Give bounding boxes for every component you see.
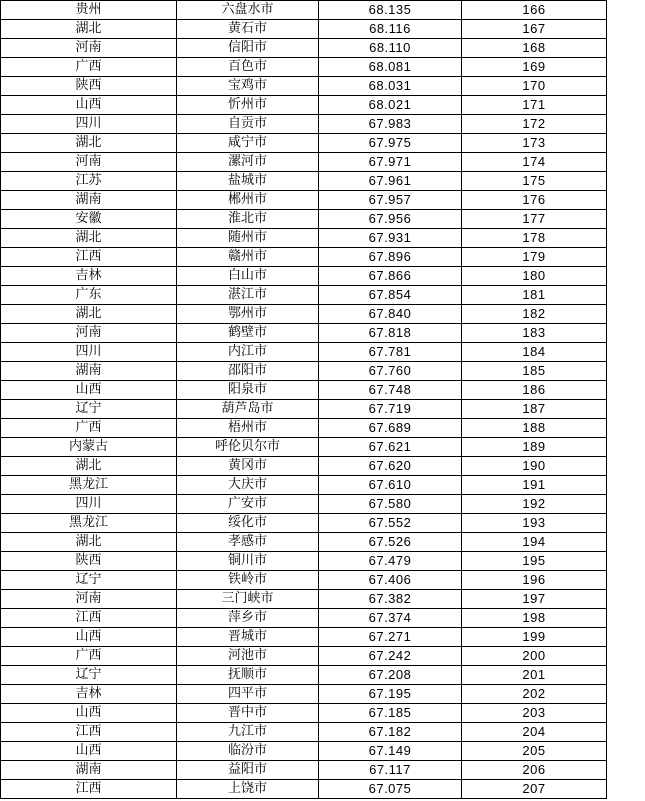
city-cell: 邵阳市 [177,362,319,381]
table-row [1,419,607,438]
province-cell: 江西 [1,609,177,628]
table-row [1,761,607,780]
province-cell: 广西 [1,647,177,666]
rank-cell: 199 [462,628,607,647]
table-row [1,362,607,381]
score-cell: 67.620 [319,457,462,476]
table-row [1,400,607,419]
score-cell: 67.271 [319,628,462,647]
score-cell: 67.552 [319,514,462,533]
score-cell: 67.957 [319,191,462,210]
table-row [1,514,607,533]
city-cell: 郴州市 [177,191,319,210]
city-cell: 自贡市 [177,115,319,134]
rank-cell: 203 [462,704,607,723]
city-cell: 晋城市 [177,628,319,647]
rank-cell: 191 [462,476,607,495]
table-row [1,172,607,191]
city-cell: 咸宁市 [177,134,319,153]
score-cell: 67.983 [319,115,462,134]
score-cell: 67.610 [319,476,462,495]
province-cell: 湖北 [1,457,177,476]
city-cell: 淮北市 [177,210,319,229]
rank-cell: 198 [462,609,607,628]
rank-cell: 205 [462,742,607,761]
score-cell: 67.182 [319,723,462,742]
table-row [1,571,607,590]
rank-cell: 206 [462,761,607,780]
province-cell: 黑龙江 [1,476,177,495]
province-cell: 湖北 [1,229,177,248]
city-cell: 广安市 [177,495,319,514]
table-row [1,742,607,761]
table-row [1,609,607,628]
province-cell: 河南 [1,590,177,609]
table-row [1,457,607,476]
rank-cell: 171 [462,96,607,115]
rank-cell: 194 [462,533,607,552]
table-row [1,115,607,134]
city-cell: 忻州市 [177,96,319,115]
province-cell: 湖北 [1,305,177,324]
rank-cell: 166 [462,1,607,20]
table-row [1,324,607,343]
city-cell: 九江市 [177,723,319,742]
table-row [1,134,607,153]
rank-cell: 182 [462,305,607,324]
rank-cell: 202 [462,685,607,704]
province-cell: 湖南 [1,191,177,210]
city-cell: 抚顺市 [177,666,319,685]
score-cell: 68.116 [319,20,462,39]
city-cell: 河池市 [177,647,319,666]
city-cell: 六盘水市 [177,1,319,20]
city-cell: 三门峡市 [177,590,319,609]
province-cell: 山西 [1,96,177,115]
rank-cell: 197 [462,590,607,609]
province-cell: 山西 [1,628,177,647]
table-row [1,590,607,609]
city-cell: 四平市 [177,685,319,704]
city-cell: 铜川市 [177,552,319,571]
rank-cell: 201 [462,666,607,685]
city-cell: 葫芦岛市 [177,400,319,419]
province-cell: 江西 [1,780,177,799]
city-cell: 孝感市 [177,533,319,552]
table-row [1,248,607,267]
rank-cell: 187 [462,400,607,419]
city-cell: 绥化市 [177,514,319,533]
province-cell: 河南 [1,324,177,343]
rank-cell: 175 [462,172,607,191]
rank-cell: 169 [462,58,607,77]
city-cell: 阳泉市 [177,381,319,400]
rank-cell: 174 [462,153,607,172]
table-row [1,704,607,723]
score-cell: 68.135 [319,1,462,20]
score-cell: 67.117 [319,761,462,780]
score-cell: 67.242 [319,647,462,666]
ranking-table-body [1,1,607,799]
city-cell: 铁岭市 [177,571,319,590]
rank-cell: 180 [462,267,607,286]
province-cell: 湖南 [1,362,177,381]
rank-cell: 190 [462,457,607,476]
rank-cell: 167 [462,20,607,39]
city-cell: 内江市 [177,343,319,362]
rank-cell: 168 [462,39,607,58]
table-row [1,533,607,552]
score-cell: 67.760 [319,362,462,381]
table-row [1,628,607,647]
rank-cell: 188 [462,419,607,438]
rank-cell: 185 [462,362,607,381]
score-cell: 67.580 [319,495,462,514]
table-row [1,647,607,666]
score-cell: 67.382 [319,590,462,609]
city-cell: 上饶市 [177,780,319,799]
table-row [1,381,607,400]
score-cell: 67.956 [319,210,462,229]
province-cell: 湖北 [1,134,177,153]
rank-cell: 179 [462,248,607,267]
rank-cell: 186 [462,381,607,400]
score-cell: 67.689 [319,419,462,438]
city-cell: 呼伦贝尔市 [177,438,319,457]
score-cell: 68.081 [319,58,462,77]
city-cell: 梧州市 [177,419,319,438]
province-cell: 山西 [1,704,177,723]
rank-cell: 189 [462,438,607,457]
city-cell: 白山市 [177,267,319,286]
score-cell: 67.374 [319,609,462,628]
score-cell: 67.075 [319,780,462,799]
province-cell: 安徽 [1,210,177,229]
score-cell: 67.840 [319,305,462,324]
province-cell: 江苏 [1,172,177,191]
rank-cell: 170 [462,77,607,96]
rank-cell: 184 [462,343,607,362]
rank-cell: 192 [462,495,607,514]
province-cell: 广西 [1,58,177,77]
table-row [1,495,607,514]
score-cell: 67.406 [319,571,462,590]
rank-cell: 181 [462,286,607,305]
score-cell: 67.479 [319,552,462,571]
province-cell: 陕西 [1,77,177,96]
province-cell: 陕西 [1,552,177,571]
score-cell: 67.621 [319,438,462,457]
rank-cell: 200 [462,647,607,666]
score-cell: 67.781 [319,343,462,362]
rank-cell: 183 [462,324,607,343]
province-cell: 广东 [1,286,177,305]
province-cell: 湖南 [1,761,177,780]
province-cell: 河南 [1,153,177,172]
rank-cell: 207 [462,780,607,799]
province-cell: 四川 [1,495,177,514]
province-cell: 山西 [1,381,177,400]
table-row [1,343,607,362]
rank-cell: 193 [462,514,607,533]
table-row [1,20,607,39]
table-row [1,286,607,305]
score-cell: 67.149 [319,742,462,761]
table-row [1,476,607,495]
province-cell: 四川 [1,343,177,362]
table-row [1,210,607,229]
city-cell: 鄂州市 [177,305,319,324]
rank-cell: 204 [462,723,607,742]
city-cell: 鹤壁市 [177,324,319,343]
rank-cell: 172 [462,115,607,134]
city-cell: 漯河市 [177,153,319,172]
rank-cell: 176 [462,191,607,210]
province-cell: 江西 [1,723,177,742]
score-cell: 67.971 [319,153,462,172]
rank-cell: 177 [462,210,607,229]
province-cell: 辽宁 [1,571,177,590]
score-cell: 67.719 [319,400,462,419]
table-row [1,267,607,286]
province-cell: 吉林 [1,685,177,704]
score-cell: 67.208 [319,666,462,685]
table-row [1,77,607,96]
city-cell: 益阳市 [177,761,319,780]
city-cell: 晋中市 [177,704,319,723]
rank-cell: 178 [462,229,607,248]
table-row [1,58,607,77]
table-row [1,780,607,799]
province-cell: 辽宁 [1,666,177,685]
province-cell: 山西 [1,742,177,761]
province-cell: 内蒙古 [1,438,177,457]
table-row [1,723,607,742]
province-cell: 广西 [1,419,177,438]
score-cell: 67.961 [319,172,462,191]
score-cell: 67.185 [319,704,462,723]
rank-cell: 195 [462,552,607,571]
score-cell: 68.031 [319,77,462,96]
city-cell: 临汾市 [177,742,319,761]
province-cell: 辽宁 [1,400,177,419]
city-cell: 湛江市 [177,286,319,305]
table-row [1,552,607,571]
table-row [1,438,607,457]
score-cell: 67.866 [319,267,462,286]
table-row [1,1,607,20]
province-cell: 四川 [1,115,177,134]
score-cell: 67.748 [319,381,462,400]
table-row [1,153,607,172]
rank-cell: 173 [462,134,607,153]
province-cell: 贵州 [1,1,177,20]
city-cell: 信阳市 [177,39,319,58]
table-row [1,191,607,210]
table-row [1,96,607,115]
table-row [1,39,607,58]
province-cell: 黑龙江 [1,514,177,533]
city-cell: 随州市 [177,229,319,248]
table-row [1,666,607,685]
score-cell: 67.854 [319,286,462,305]
table-row [1,685,607,704]
table-row [1,229,607,248]
score-cell: 67.931 [319,229,462,248]
province-cell: 河南 [1,39,177,58]
table-row [1,305,607,324]
city-cell: 大庆市 [177,476,319,495]
city-cell: 宝鸡市 [177,77,319,96]
score-cell: 68.021 [319,96,462,115]
city-cell: 盐城市 [177,172,319,191]
city-cell: 百色市 [177,58,319,77]
province-cell: 江西 [1,248,177,267]
rank-cell: 196 [462,571,607,590]
score-cell: 67.526 [319,533,462,552]
province-cell: 吉林 [1,267,177,286]
province-cell: 湖北 [1,20,177,39]
score-cell: 68.110 [319,39,462,58]
score-cell: 67.975 [319,134,462,153]
score-cell: 67.195 [319,685,462,704]
city-cell: 黄冈市 [177,457,319,476]
score-cell: 67.818 [319,324,462,343]
province-cell: 湖北 [1,533,177,552]
city-cell: 赣州市 [177,248,319,267]
city-cell: 黄石市 [177,20,319,39]
city-cell: 萍乡市 [177,609,319,628]
score-cell: 67.896 [319,248,462,267]
